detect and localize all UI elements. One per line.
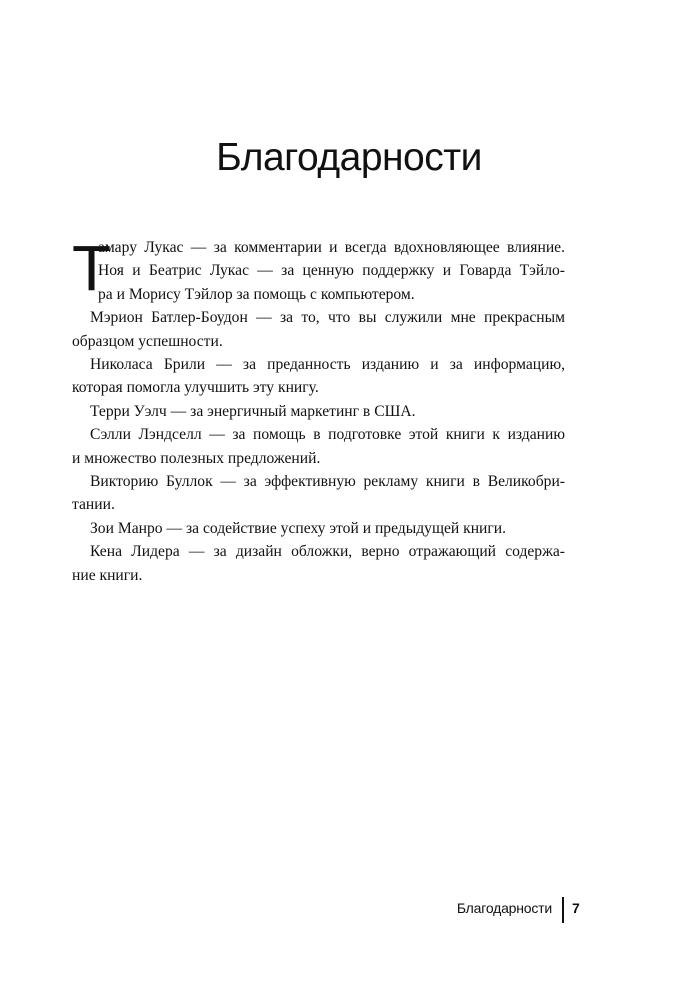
text-line: и множество полезных предложений. — [72, 449, 321, 467]
text-line: Терри Уэлч — за энергичный маркетинг в США. — [90, 402, 416, 420]
paragraph-1 — [72, 232, 565, 306]
text-line: тании. — [72, 496, 115, 514]
paragraph-7 — [72, 517, 565, 540]
paragraph-6 — [72, 470, 565, 517]
text-line: которая помогла улучшить эту книгу. — [72, 379, 319, 397]
text-line: ра и Морису Тэйлор за помощь с компьютером. — [98, 285, 415, 303]
acknowledgements-body — [72, 232, 565, 587]
text-line: Викторию Буллок — за эффективную рекламу книги в Великобри- — [90, 473, 565, 491]
paragraph-4 — [72, 400, 565, 423]
text-line: Мэрион Батлер-Боудон — за то, что вы служили мне прекрасным — [90, 309, 565, 327]
footer-divider — [562, 897, 564, 923]
text-line: Ноя и Беатрис Лукас — за ценную поддержку и Говарда Тэйло- — [98, 262, 565, 280]
text-line: образцом успешности. — [72, 332, 223, 350]
footer-section-title: Благодарности — [456, 900, 552, 916]
page-number: 7 — [572, 900, 580, 916]
paragraph-2 — [72, 306, 565, 353]
drop-cap-letter: Т — [72, 232, 112, 304]
text-line: Николаса Брили — за преданность изданию и за информацию, — [90, 356, 565, 374]
paragraph-5 — [72, 423, 565, 470]
text-line: амару Лукас — за комментарии и всегда вдохновляющее влияние. — [98, 239, 565, 256]
text-line: Кена Лидера — за дизайн обложки, верно отражающий содержа- — [90, 543, 565, 561]
text-line: ние книги. — [72, 566, 143, 584]
page-title: Благодарности — [216, 136, 482, 179]
running-footer — [0, 897, 682, 923]
paragraph-8 — [72, 540, 565, 587]
text-line: Зои Манро — за содействие успеху этой и предыдущей книги. — [90, 519, 507, 537]
paragraph-3 — [72, 353, 565, 400]
text-line: Сэлли Лэндселл — за помощь в подготовке этой книги к изданию — [90, 426, 565, 444]
